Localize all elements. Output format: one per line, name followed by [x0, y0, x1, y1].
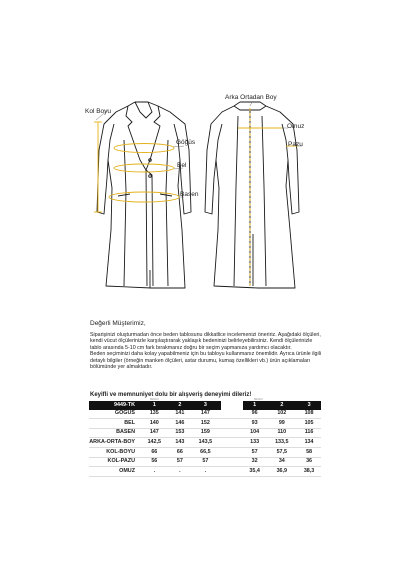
table-row [89, 467, 321, 477]
cell-left: 66 [139, 447, 170, 457]
cell-left: 57 [190, 457, 221, 467]
cell-left: 66 [170, 447, 190, 457]
customer-note [90, 320, 322, 370]
size-right-3: 3 [297, 401, 321, 410]
label-pazu: Pazu [288, 141, 303, 148]
cell-left: 159 [190, 428, 221, 438]
cell-right: 32 [243, 457, 267, 467]
label-arka-ortadan-boy: Arka Ortadan Boy [225, 94, 277, 101]
cell-left: 143,5 [190, 438, 221, 448]
cell-left: 57 [170, 457, 190, 467]
cell-right: 96 [243, 410, 267, 419]
cell-left: 146 [170, 419, 190, 429]
cell-left: 143 [170, 438, 190, 448]
row-gap [221, 467, 243, 477]
beden-hint-right: BEDEN [254, 398, 263, 401]
cell-right: 102 [267, 410, 298, 419]
cell-right: 134 [297, 438, 321, 448]
cell-left: 153 [170, 428, 190, 438]
cell-right: 133,5 [267, 438, 298, 448]
coat-back-view [205, 102, 299, 288]
cell-left: . [190, 467, 221, 477]
size-table [89, 401, 321, 477]
label-bel: Bel [177, 162, 187, 169]
row-label: BASEN [89, 428, 139, 438]
row-gap [221, 447, 243, 457]
cell-right: 108 [297, 410, 321, 419]
cell-right: 57,5 [267, 447, 298, 457]
row-gap [221, 438, 243, 448]
row-label: ARKA-ORTA-BOY [89, 438, 139, 448]
greeting: Değerli Müşterimiz, [90, 320, 146, 327]
size-right-1: 1 [243, 401, 267, 410]
cell-right: 133 [243, 438, 267, 448]
paragraph-2: Beden seçiminizi daha kolay yapabilmeniz için bu tabloyu kullanmanız önemlidir. Ayrıca ürünle ilgili detaylı bilgiler (örneğin manken ölçüleri, astar durumu, kumaş özellikleri vb.) ürün açıklamaları bölümünde yer almaktadır. [90, 351, 322, 371]
cell-right: 58 [297, 447, 321, 457]
cell-left: 66,5 [190, 447, 221, 457]
row-gap [221, 457, 243, 467]
cell-right: 35,4 [243, 467, 267, 477]
row-label: OMUZ [89, 467, 139, 477]
label-basen: Basen [180, 191, 199, 198]
label-kol-boyu: Kol Boyu [85, 108, 112, 115]
table-row [89, 419, 321, 429]
row-gap [221, 428, 243, 438]
cell-left: 152 [190, 419, 221, 429]
table-row [89, 428, 321, 438]
table-row [89, 438, 321, 448]
size-right-2: 2 [267, 401, 298, 410]
paragraph-1: Siparişinizi oluşturmadan önce beden tablosunu dikkatlice incelemenizi öneririz. Aşağıdaki ölçüleri, kendi vücut ölçülerinizle karşılaştırarak yaklaşık bedeninizi belirleyebilirsiniz. Kendi ölçülerinizle tablo arasında 5-10 cm fark bırakmanız doğru bir seçim yapmanıza yardımcı olacaktır. [90, 332, 321, 351]
size-left-1: 1 [139, 401, 170, 410]
cell-left: 147 [139, 428, 170, 438]
label-gogus: Göğüs [176, 139, 196, 146]
label-omuz: Omuz [287, 123, 305, 130]
cell-left: 56 [139, 457, 170, 467]
cell-right: 57 [243, 447, 267, 457]
cell-right: 34 [267, 457, 298, 467]
cell-right: 93 [243, 419, 267, 429]
cell-right: 38,3 [297, 467, 321, 477]
cell-right: 36 [297, 457, 321, 467]
cell-right: 36,9 [267, 467, 298, 477]
row-label: BEL [89, 419, 139, 429]
row-gap [221, 410, 243, 419]
beden-hint-left: BEDEN [150, 398, 159, 401]
row-gap [221, 419, 243, 429]
cell-right: 105 [297, 419, 321, 429]
table-row [89, 457, 321, 467]
cell-right: 116 [297, 428, 321, 438]
row-label: KOL-BOYU [89, 447, 139, 457]
size-left-3: 3 [190, 401, 221, 410]
cell-left: . [139, 467, 170, 477]
size-left-2: 2 [170, 401, 190, 410]
cell-left: 135 [139, 410, 170, 419]
product-code: 9449-TK [89, 401, 139, 410]
table-row [89, 410, 321, 419]
cell-left: 142,5 [139, 438, 170, 448]
table-row [89, 447, 321, 457]
row-label: KOL-PAZU [89, 457, 139, 467]
size-table-header [89, 401, 321, 410]
cell-left: 140 [139, 419, 170, 429]
cell-right: 99 [267, 419, 298, 429]
cell-left: 147 [190, 410, 221, 419]
cell-right: 110 [267, 428, 298, 438]
cell-right: 104 [243, 428, 267, 438]
cell-left: 141 [170, 410, 190, 419]
row-label: GÖĞÜS [89, 410, 139, 419]
cell-left: . [170, 467, 190, 477]
closing-line: Keyifli ve memnuniyet dolu bir alışveriş deneyimi dileriz! [90, 392, 252, 398]
